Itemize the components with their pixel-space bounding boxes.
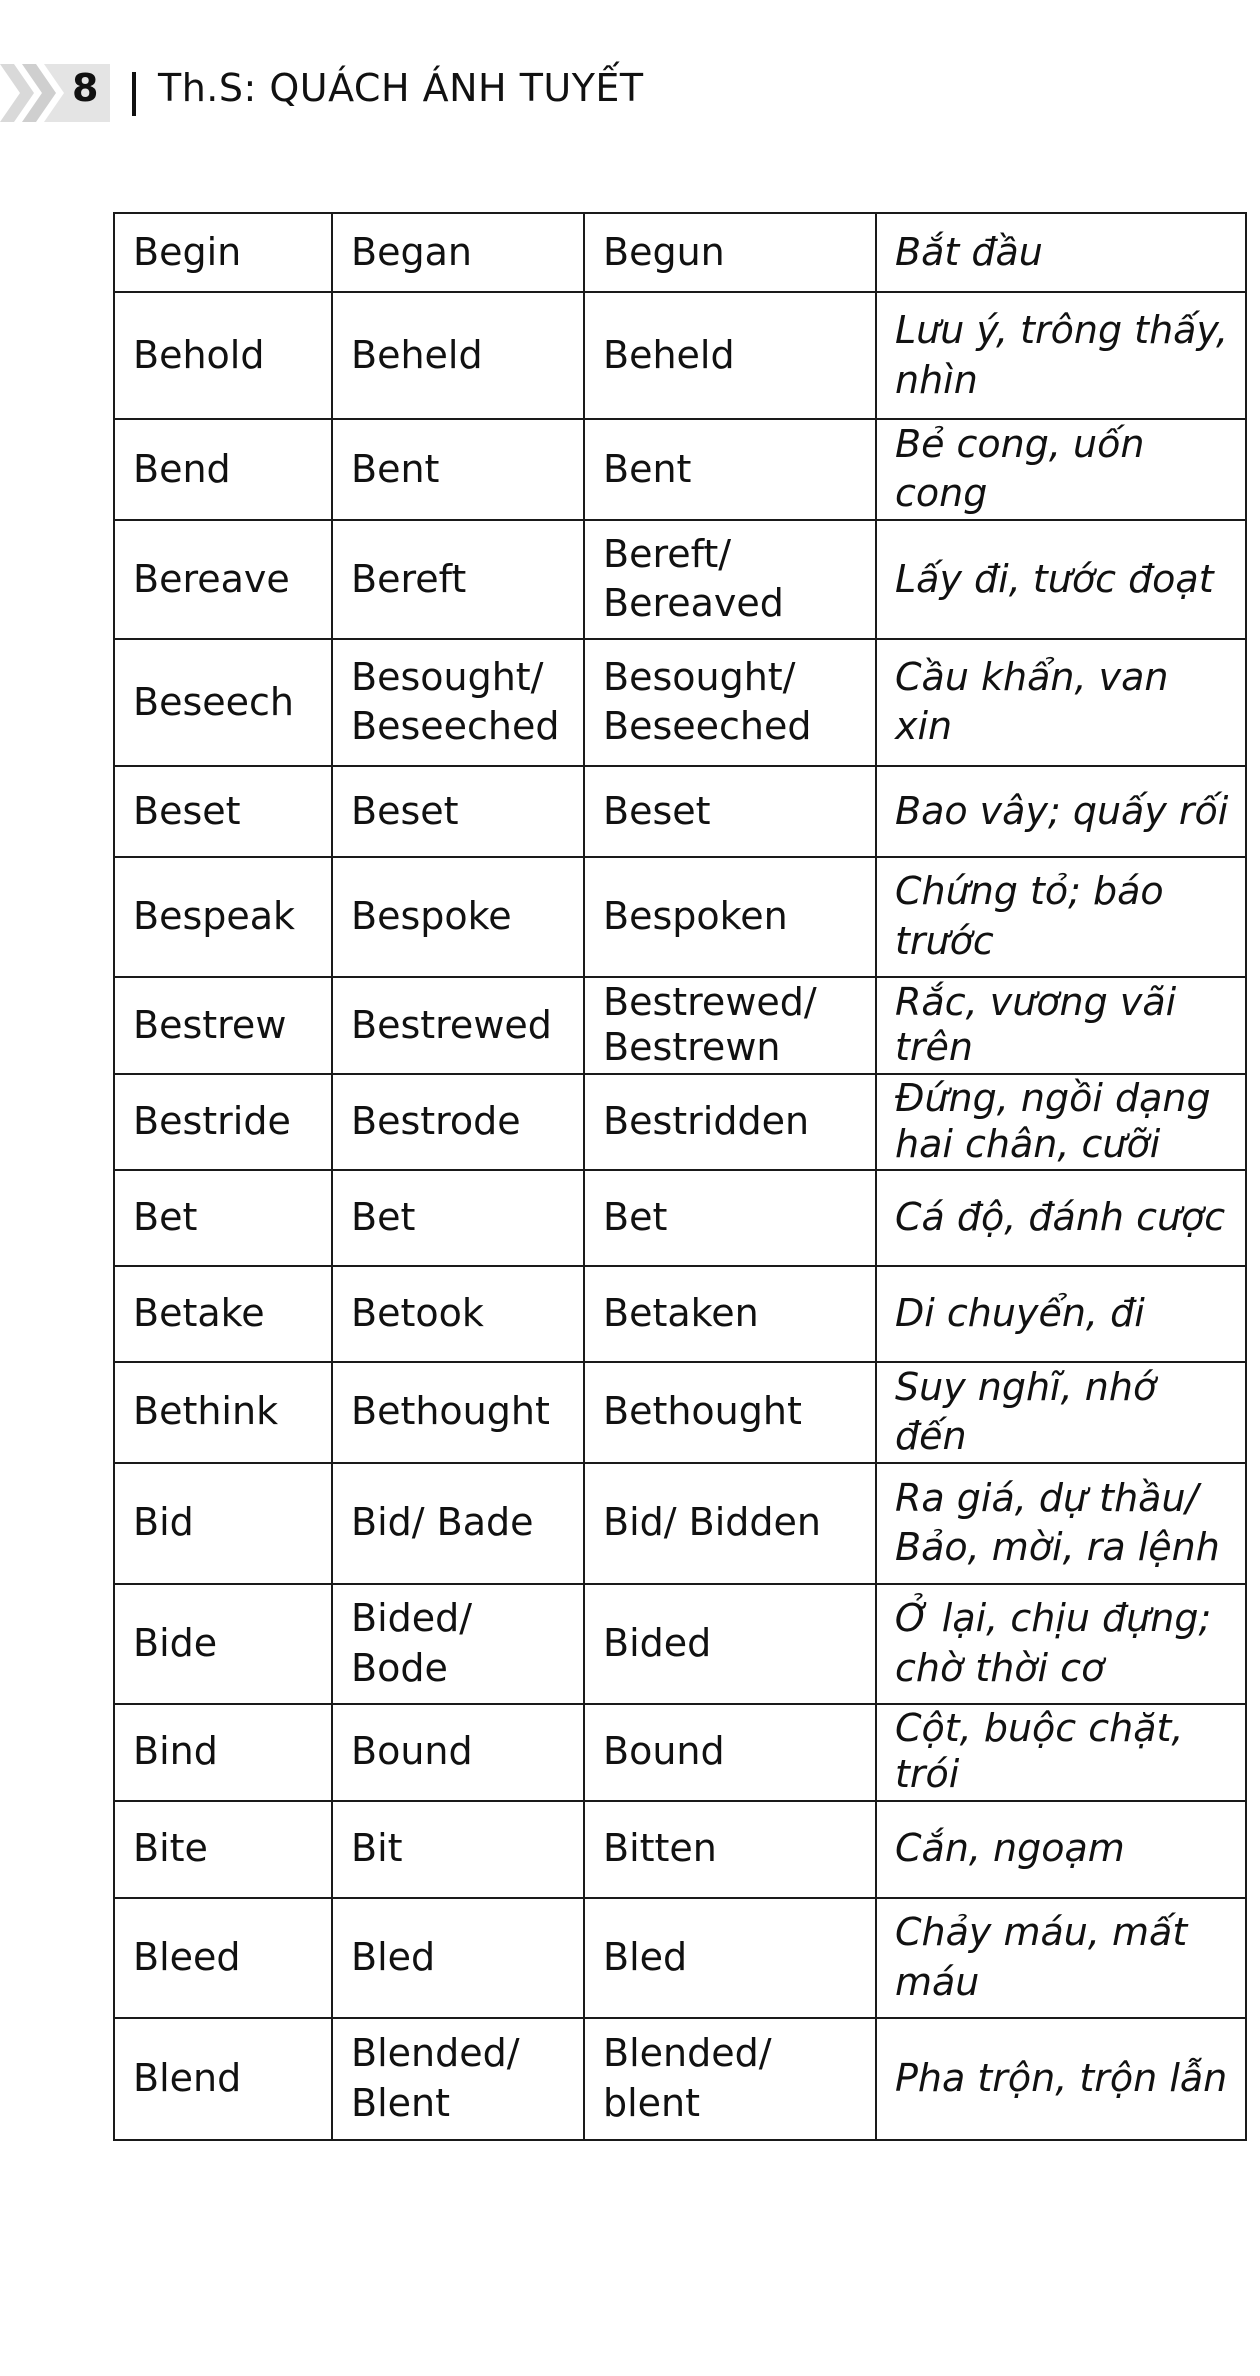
past-participle-cell: Bent [584,419,876,520]
past-simple-cell: Bent [332,419,584,520]
base-form-cell: Bide [114,1584,332,1704]
past-participle-cell: Bled [584,1898,876,2018]
meaning-cell: Pha trộn, trộn lẫn [876,2018,1246,2140]
table-row [114,857,1246,977]
past-simple-cell: Bereft [332,520,584,639]
base-form-cell: Bespeak [114,857,332,977]
base-form-cell: Bethink [114,1362,332,1463]
header-divider [132,72,136,116]
table-row [114,292,1246,419]
meaning-cell: Ra giá, dự thầu/ Bảo, mời, ra lệnh [876,1463,1246,1584]
past-participle-cell: Bitten [584,1801,876,1898]
base-form-cell: Betake [114,1266,332,1362]
base-form-cell: Blend [114,2018,332,2140]
table-row [114,2018,1246,2140]
past-participle-cell: Betaken [584,1266,876,1362]
past-simple-cell: Bled [332,1898,584,2018]
base-form-cell: Bestrew [114,977,332,1074]
past-participle-cell: Bespoken [584,857,876,977]
past-participle-cell: Beheld [584,292,876,419]
base-form-cell: Bet [114,1170,332,1266]
meaning-cell: Bắt đầu [876,213,1246,292]
base-form-cell: Behold [114,292,332,419]
meaning-cell: Chứng tỏ; báo trước [876,857,1246,977]
past-participle-cell: Bound [584,1704,876,1801]
past-simple-cell: Bet [332,1170,584,1266]
past-simple-cell: Bid/ Bade [332,1463,584,1584]
table-row [114,1898,1246,2018]
past-simple-cell: Bestrewed [332,977,584,1074]
past-participle-cell: Begun [584,213,876,292]
table-row [114,1463,1246,1584]
base-form-cell: Beset [114,766,332,857]
base-form-cell: Bind [114,1704,332,1801]
base-form-cell: Bereave [114,520,332,639]
past-participle-cell: Bestridden [584,1074,876,1170]
meaning-cell: Cá độ, đánh cược [876,1170,1246,1266]
running-title: Th.S: QUÁCH ÁNH TUYẾT [158,66,644,110]
past-participle-cell: Bereft/ Bereaved [584,520,876,639]
past-participle-cell: Bestrewed/ Bestrewn [584,977,876,1074]
table-row [114,1170,1246,1266]
table-row [114,419,1246,520]
past-participle-cell: Beset [584,766,876,857]
base-form-cell: Bestride [114,1074,332,1170]
past-simple-cell: Beheld [332,292,584,419]
meaning-cell: Rắc, vương vãi trên [876,977,1246,1074]
past-simple-cell: Bespoke [332,857,584,977]
base-form-cell: Bleed [114,1898,332,2018]
past-participle-cell: Bid/ Bidden [584,1463,876,1584]
table-row [114,213,1246,292]
past-simple-cell: Bound [332,1704,584,1801]
past-participle-cell: Blended/ blent [584,2018,876,2140]
page-number: 8 [72,66,99,110]
past-simple-cell: Began [332,213,584,292]
meaning-cell: Bẻ cong, uốn cong [876,419,1246,520]
meaning-cell: Ở lại, chịu đựng; chờ thời cơ [876,1584,1246,1704]
irregular-verbs-table [113,212,1247,2141]
table-row [114,1266,1246,1362]
table-row [114,1362,1246,1463]
meaning-cell: Bao vây; quấy rối [876,766,1246,857]
table-row [114,766,1246,857]
page-header [0,60,700,130]
meaning-cell: Đứng, ngồi dạng hai chân, cưỡi [876,1074,1246,1170]
past-participle-cell: Bided [584,1584,876,1704]
past-simple-cell: Betook [332,1266,584,1362]
past-simple-cell: Bestrode [332,1074,584,1170]
table-row [114,520,1246,639]
past-participle-cell: Bet [584,1170,876,1266]
meaning-cell: Cắn, ngoạm [876,1801,1246,1898]
base-form-cell: Begin [114,213,332,292]
meaning-cell: Suy nghĩ, nhớ đến [876,1362,1246,1463]
table-row [114,639,1246,766]
base-form-cell: Bite [114,1801,332,1898]
past-simple-cell: Besought/ Beseeched [332,639,584,766]
base-form-cell: Beseech [114,639,332,766]
meaning-cell: Di chuyển, đi [876,1266,1246,1362]
table-row [114,1584,1246,1704]
table-row [114,1074,1246,1170]
table-row [114,1704,1246,1801]
past-participle-cell: Bethought [584,1362,876,1463]
meaning-cell: Lưu ý, trông thấy, nhìn [876,292,1246,419]
meaning-cell: Lấy đi, tước đoạt [876,520,1246,639]
table-row [114,1801,1246,1898]
meaning-cell: Chảy máu, mất máu [876,1898,1246,2018]
base-form-cell: Bid [114,1463,332,1584]
meaning-cell: Cầu khẩn, van xin [876,639,1246,766]
table-row [114,977,1246,1074]
past-simple-cell: Bided/ Bode [332,1584,584,1704]
past-participle-cell: Besought/ Beseeched [584,639,876,766]
base-form-cell: Bend [114,419,332,520]
past-simple-cell: Beset [332,766,584,857]
meaning-cell: Cột, buộc chặt, trói [876,1704,1246,1801]
past-simple-cell: Blended/ Blent [332,2018,584,2140]
past-simple-cell: Bit [332,1801,584,1898]
past-simple-cell: Bethought [332,1362,584,1463]
